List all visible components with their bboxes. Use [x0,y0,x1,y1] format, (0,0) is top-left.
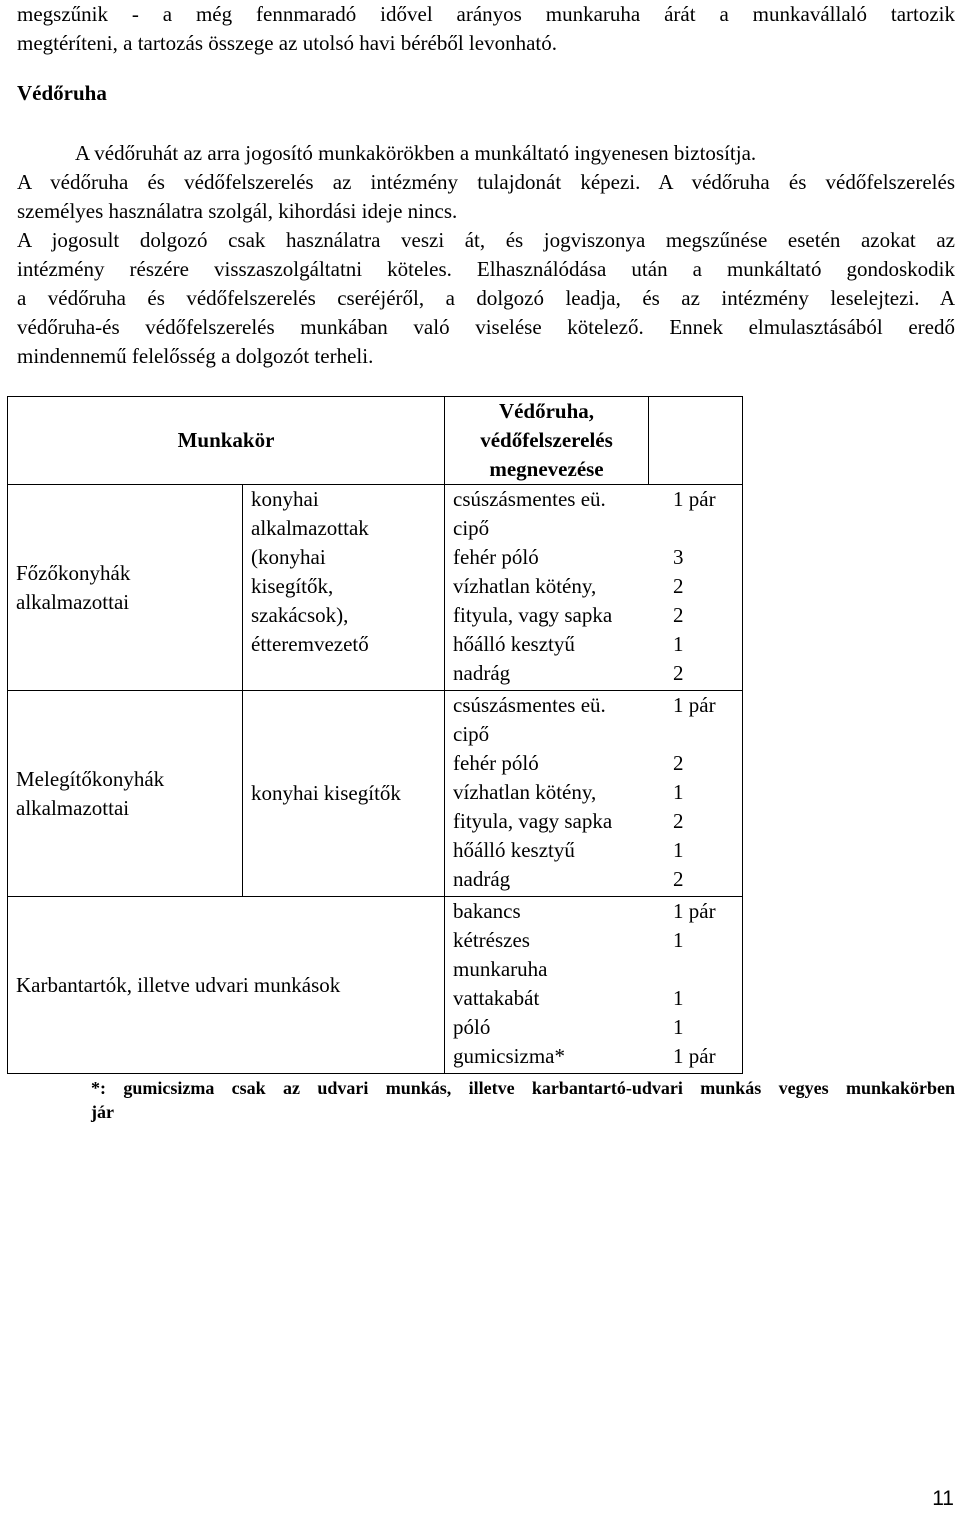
role-line: konyhai [251,487,319,511]
list-item [445,897,742,926]
footnote [91,1076,955,1124]
items-cell [445,691,743,897]
unit-name: alkalmazottai [16,795,130,820]
item-name: fehér póló [453,751,539,775]
item-name: nadrág [453,867,511,891]
item-qty: 2 [673,603,684,627]
body-line: védőruha-és védőfelszerelés munkában való viselése kötelező. Ennek elmulasztásából eredő [17,315,955,339]
header-item-line: Védőruha, [498,399,595,423]
item-name: fehér póló [453,545,539,569]
body-indent-line: A védőruhát az arra jogosító munkakörökben a munkáltató ingyenesen biztosítja. [75,141,757,165]
page-number: 11 [932,1487,954,1510]
list-item [445,865,742,894]
item-qty: 2 [673,661,684,685]
list-item [445,691,742,749]
item-name: kétrészes [453,928,530,952]
unit-cell [8,691,243,897]
item-qty: 1 [673,928,684,952]
role-line: (konyhai [251,545,326,569]
role-cell [243,485,445,691]
intro-line: megtéríteni, a tartozás összege az utolsó havi béréből levonható. [17,31,557,55]
item-qty: 2 [673,751,684,775]
list-item [445,630,742,659]
header-qty [649,397,743,485]
items-cell [445,485,743,691]
item-qty: 1 pár [673,693,716,717]
body-line: a védőruha és védőfelszerelés cseréjéről, a dolgozó leadja, és az intézmény leselejtezi. A [17,286,955,310]
item-name: gumicsizma* [453,1044,565,1068]
item-name: póló [453,1015,491,1039]
item-qty: 3 [673,545,684,569]
list-item [445,1013,742,1042]
role-line: étteremvezető [251,632,369,656]
item-name: vattakabát [453,986,540,1010]
table-row [8,897,743,1074]
list-item [445,659,742,688]
item-name: vízhatlan kötény, [453,574,597,598]
body-paragraph [17,168,955,371]
list-item [445,543,742,572]
role-line: kisegítők, [251,574,334,598]
item-name: fityula, vagy sapka [453,603,613,627]
header-job-label: Munkakör [177,428,275,452]
item-qty: 2 [673,809,684,833]
footnote-line: jár [91,1102,114,1122]
unit-cell [8,897,445,1074]
items-list [445,485,742,688]
body-line: mindennemű felelősség a dolgozót terheli. [17,344,374,368]
role-line: alkalmazottak [251,516,369,540]
list-item [445,601,742,630]
header-item-line: megnevezése [489,457,604,481]
item-qty: 1 [673,1015,684,1039]
unit-cell [8,485,243,691]
item-qty: 2 [673,574,684,598]
role-line: szakácsok), [251,603,349,627]
items-list [445,691,742,894]
list-item [445,984,742,1013]
list-item [445,836,742,865]
role-cell [243,691,445,897]
item-qty: 1 pár [673,899,716,923]
item-name: fityula, vagy sapka [453,809,613,833]
item-qty: 2 [673,867,684,891]
intro-line: megszűnik - a még fennmaradó idővel arányos munkaruha árát a munkavállaló tartozik [17,2,955,26]
unit-name: Melegítőkonyhák [16,766,165,791]
list-item [445,807,742,836]
list-item [445,485,742,543]
item-name: nadrág [453,661,511,685]
footnote-line: *: gumicsizma csak az udvari munkás, illetve karbantartó-udvari munkás vegyes munkakörben [91,1078,955,1098]
item-name: hőálló kesztyű [453,838,575,862]
item-name: bakancs [453,899,521,923]
item-name: cipő [453,516,490,540]
header-item-line: védőfelszerelés [480,428,613,452]
body-line: A védőruha és védőfelszerelés az intézmény tulajdonát képezi. A védőruha és védőfelszerelés [17,170,955,194]
list-item [445,1042,742,1071]
protective-clothing-table [7,396,743,1074]
unit-name: alkalmazottai [16,589,130,614]
item-qty: 1 [673,838,684,862]
table-header-row [8,397,743,485]
list-item [445,572,742,601]
item-name: csúszásmentes eü. [453,693,606,717]
role-line: konyhai kisegítők [251,781,401,805]
body-line: személyes használatra szolgál, kihordási ideje nincs. [17,199,458,223]
items-list [445,897,742,1071]
item-qty: 1 pár [673,487,716,511]
list-item [445,926,742,984]
header-job [8,397,445,485]
item-qty: 1 [673,986,684,1010]
list-item [445,778,742,807]
intro-paragraph [17,0,955,58]
table-row [8,485,743,691]
body-line: A jogosult dolgozó csak használatra veszi át, és jogviszonya megszűnése esetén azokat az [17,228,955,252]
unit-name: Főzőkonyhák [16,560,131,585]
item-name: csúszásmentes eü. [453,487,606,511]
item-name: munkaruha [453,957,548,981]
item-qty: 1 [673,780,684,804]
body-line: intézmény részére visszaszolgáltatni köteles. Elhasználódása után a munkáltató gondoskodik [17,257,955,281]
unit-name: Karbantartók, illetve udvari munkások [16,972,341,997]
item-qty: 1 pár [673,1044,716,1068]
table-row [8,691,743,897]
items-cell [445,897,743,1074]
section-heading: Védőruha [17,81,107,105]
header-item [445,397,649,485]
item-name: cipő [453,722,490,746]
item-qty: 1 [673,632,684,656]
item-name: hőálló kesztyű [453,632,575,656]
list-item [445,749,742,778]
item-name: vízhatlan kötény, [453,780,597,804]
